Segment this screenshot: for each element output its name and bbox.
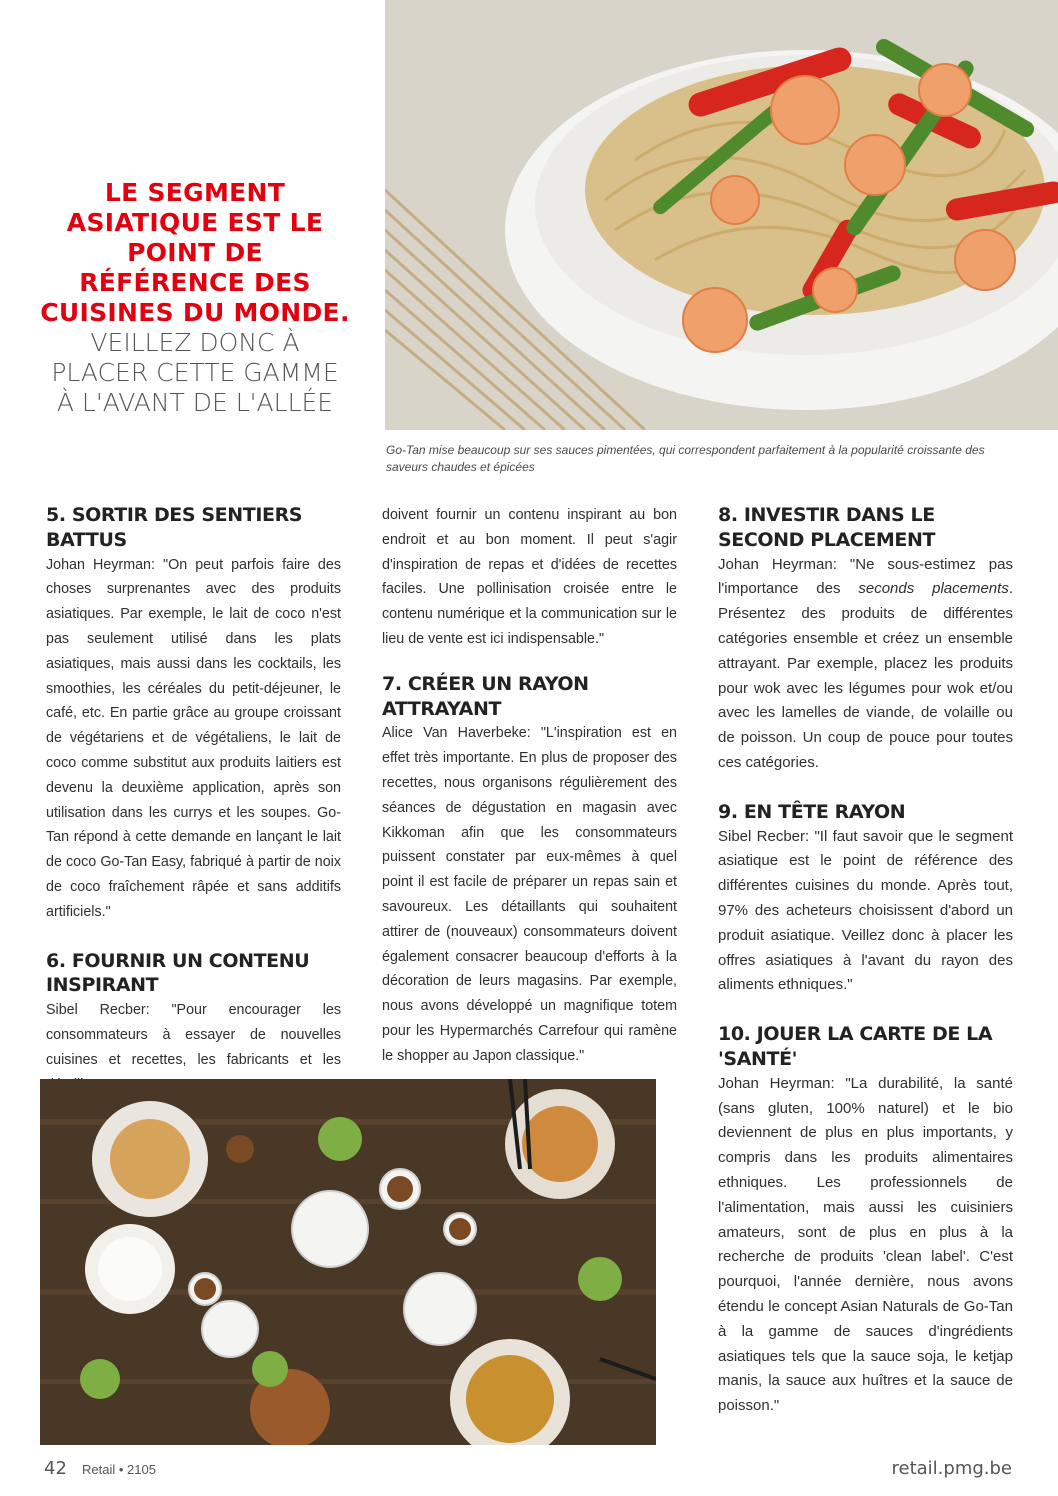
section-heading-9: 9. EN TÊTE RAYON bbox=[718, 800, 906, 823]
section-body-6-part-a: Sibel Recber: "Pour encourager les consommateurs à essayer de nouvelles cuisines et recettes, les fabricants et les bbox=[46, 1002, 341, 1068]
noodle-dish-illustration bbox=[385, 0, 1058, 430]
column-right bbox=[718, 503, 1013, 1419]
section-body-8-end: . Présentez des produits de différentes catégories ensemble et créez un ensemble attrayant. Par exemple, placez les produits pour wok avec les légumes pour wok et/ou avec les lamelles de viande, de volaille ou de poisson. Un coup de pouce pour toutes ces catégories. bbox=[718, 580, 1013, 771]
column-middle bbox=[382, 503, 677, 1069]
section-heading-8: 8. INVESTIR DANS LE SECOND PLACEMENT bbox=[718, 504, 936, 551]
asian-table-illustration bbox=[40, 1079, 656, 1445]
section-body-7: Alice Van Haverbeke: "L'inspiration est en effet très importante. En plus de proposer des recettes, nous organisons régulièrement des séances de dégustation en magasin avec Kikkoman afin que les consommateurs puissent constater par eux-mêmes à quel point il est facile de préparer un repas sain et savoureux. Les détaillants qui souhaitent attirer de (nouveaux) consommateurs doivent également consacrer beaucoup d'efforts à la décoration de leurs magasins. Par exemple, nous avons développé un magnifique totem pour les Hypermarchés Carrefour qui ramène le shopper au Japon classique." bbox=[382, 725, 677, 1064]
section-body-9: Sibel Recber: "Il faut savoir que le segment asiatique est le point de référence des différentes cuisines du monde. Après tout, 97% des acheteurs choisissent d'abord un produit asiatique. Veillez donc à placer les offres asiatiques à l'avant du rayon des aliments ethniques." bbox=[718, 827, 1013, 994]
section-body-10: Johan Heyrman: "La durabilité, la santé (sans gluten, 100% naturel) et le bio deviennent de plus en plus importants, y compris dans les produits alimentaires ethniques. Les professionnels de l'alimentation, mais aussi les cuisiniers amateurs, sont de plus en plus à la recherche de produits 'clean label'. C'est pourquoi, l'année dernière, nous avons étendu le concept Asian Naturals de Go-Tan à la gamme de sauces d'ingrédients asiatiques tels que la sauce soja, le ketjap manis, la sauce aux huîtres et la sauce de poisson." bbox=[718, 1074, 1013, 1415]
section-heading-6: 6. FOURNIR UN CONTENU INSPIRANT bbox=[46, 949, 310, 997]
section-body-5: Johan Heyrman: "On peut parfois faire des choses surprenantes avec des produits asiatiques. Par exemple, le lait de coco n'est pas seulement utilisé dans les plats asiatiques, mais aussi dans les cocktails, les smoothies, les céréales du petit-déjeuner, le café, etc. En partie grâce au groupe croissant de végétariens et de végétaliens, le lait de coco comme substitut aux produits laitiers est devenu la deuxième application, après son utilisation dans les currys et les soupes. Go-Tan répond à cette demande en lançant le lait de coco Go-Tan Easy, fabriqué à partir de noix de coco fraîchement râpée et sans additifs artificiels." bbox=[46, 556, 341, 920]
pull-quote-highlight: LE SEGMENT ASIATIQUE EST LE POINT DE RÉFÉRENCE DES CUISINES DU MONDE. bbox=[40, 178, 350, 327]
section-body-6-part-b: doivent fournir un contenu inspirant au bon endroit et au bon moment. Il peut s'agir d'inspiration de repas et d'idées de recettes faciles. Une pollinisation croisée entre le contenu numérique et la communication sur le lieu de vente est ici indispensable." bbox=[382, 507, 677, 647]
page-number: 42 bbox=[44, 1458, 67, 1479]
section-heading-5: 5. SORTIR DES SENTIERS BATTUS bbox=[46, 504, 303, 551]
section-body-8 bbox=[718, 553, 1013, 776]
photo-caption: Go-Tan mise beaucoup sur ses sauces pimentées, qui correspondent parfaitement à la popularité croissante des saveurs chaudes et épicées bbox=[386, 443, 985, 474]
section-body-8-emphasis: seconds placements bbox=[858, 580, 1009, 598]
website-link[interactable]: retail.pmg.be bbox=[891, 1458, 1012, 1479]
asian-table-photo bbox=[40, 1079, 656, 1445]
section-heading-10: 10. JOUER LA CARTE DE LA 'SANTÉ' bbox=[718, 1023, 993, 1070]
noodle-dish-photo bbox=[385, 0, 1058, 430]
column-left bbox=[46, 503, 341, 1097]
magazine-issue: Retail • 2105 bbox=[82, 1462, 156, 1477]
section-body-8-start: Johan Heyrman: "Ne sous-estimez pas l'importance des bbox=[718, 555, 1013, 598]
section-heading-7: 7. CRÉER UN RAYON ATTRAYANT bbox=[382, 672, 589, 720]
pull-quote bbox=[40, 178, 350, 418]
pull-quote-subtext: VEILLEZ DONC À PLACER CETTE GAMME À L'AVANT DE L'ALLÉE bbox=[51, 328, 339, 417]
